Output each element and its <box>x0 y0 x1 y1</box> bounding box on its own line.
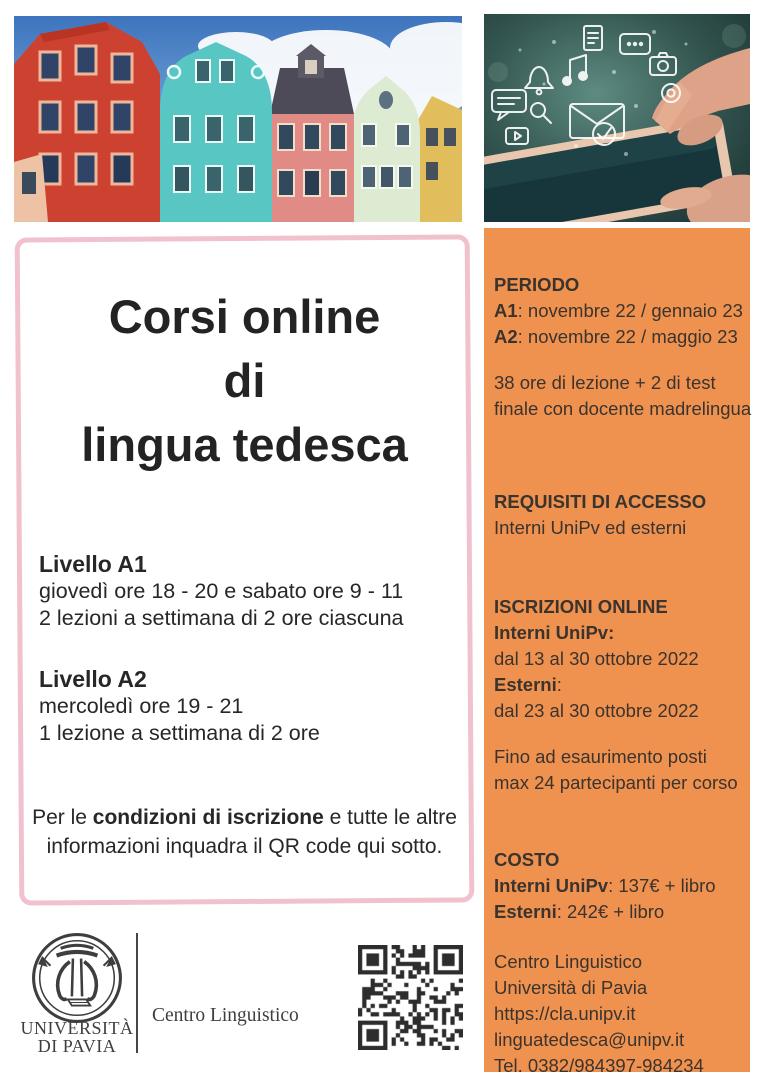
contact-phone: Tel. 0382/984397-984234 <box>494 1055 704 1076</box>
contact-university: Università di Pavia <box>494 977 648 998</box>
iscrizioni-interni-label: Interni UniPv: <box>494 622 615 643</box>
qr-instruction <box>17 803 472 861</box>
level-a2 <box>39 666 472 747</box>
qr-instruction-line2: informazioni inquadra il QR code qui sotto. <box>46 835 443 858</box>
iscrizioni-esterni-dates: dal 23 al 30 ottobre 2022 <box>494 700 699 721</box>
section-periodo <box>494 272 752 422</box>
yellow-house <box>418 96 462 222</box>
iscrizioni-interni-dates: dal 13 al 30 ottobre 2022 <box>494 648 699 669</box>
level-a2-frequency: 1 lezione a settimana di 2 ore <box>39 721 320 745</box>
university-name-line2: DI PAVIA <box>37 1036 117 1056</box>
section-costo <box>494 847 742 925</box>
level-a2-name: Livello A2 <box>39 666 147 692</box>
section-contact <box>494 949 742 1079</box>
qr-instruction-line1: Per le condizioni di iscrizione e tutte le altre <box>32 806 457 829</box>
iscrizioni-extra: Fino ad esaurimento posti max 24 partecipanti per corso <box>494 746 738 793</box>
costo-heading: COSTO <box>494 849 560 870</box>
unipv-seal-logo <box>30 931 124 1025</box>
title-line-2: di <box>223 354 266 407</box>
level-a2-schedule: mercoledì ore 19 - 21 <box>39 694 244 718</box>
periodo-a1: A1: novembre 22 / gennaio 23 <box>494 300 743 321</box>
level-a1-frequency: 2 lezioni a settimana di 2 ore ciascuna <box>39 606 404 630</box>
tablet-illustration <box>484 14 750 222</box>
university-name <box>12 1019 142 1055</box>
level-a1 <box>39 551 472 632</box>
info-sidebar <box>484 228 752 1076</box>
level-a1-schedule: giovedì ore 18 - 20 e sabato ore 9 - 11 <box>39 579 404 603</box>
language-center-label: Centro Linguistico <box>152 1005 299 1026</box>
green-house <box>352 76 420 222</box>
level-a1-name: Livello A1 <box>39 551 147 577</box>
section-requisiti <box>494 489 742 541</box>
iscrizioni-heading: ISCRIZIONI ONLINE <box>494 596 668 617</box>
periodo-a2: A2: novembre 22 / maggio 23 <box>494 326 738 347</box>
iscrizioni-esterni-label: Esterni: <box>494 674 562 695</box>
tablet-photo <box>484 14 750 222</box>
course-levels <box>39 551 472 747</box>
houses-photo <box>14 16 462 222</box>
houses-illustration <box>14 16 462 222</box>
pink-house <box>270 44 354 222</box>
course-title <box>17 236 472 477</box>
course-card <box>17 236 472 904</box>
website-link[interactable]: https://cla.unipv.it <box>494 1003 636 1024</box>
title-line-3: lingua tedesca <box>81 418 408 471</box>
costo-interni: Interni UniPv: 137€ + libro <box>494 875 716 896</box>
section-iscrizioni <box>494 594 742 796</box>
title-line-1: Corsi online <box>108 290 381 343</box>
university-name-line1: UNIVERSITÀ <box>20 1018 134 1038</box>
requisiti-text: Interni UniPv ed esterni <box>494 517 687 538</box>
costo-esterni: Esterni: 242€ + libro <box>494 901 665 922</box>
periodo-extra: 38 ore di lezione + 2 di test finale con docente madrelingua <box>494 372 752 419</box>
logo-divider <box>136 933 138 1053</box>
email-link[interactable]: linguatedesca@unipv.it <box>494 1029 685 1050</box>
requisiti-heading: REQUISITI DI ACCESSO <box>494 491 707 512</box>
periodo-heading: PERIODO <box>494 274 580 295</box>
contact-org: Centro Linguistico <box>494 951 643 972</box>
qr-code <box>358 945 463 1050</box>
teal-house <box>160 42 272 222</box>
